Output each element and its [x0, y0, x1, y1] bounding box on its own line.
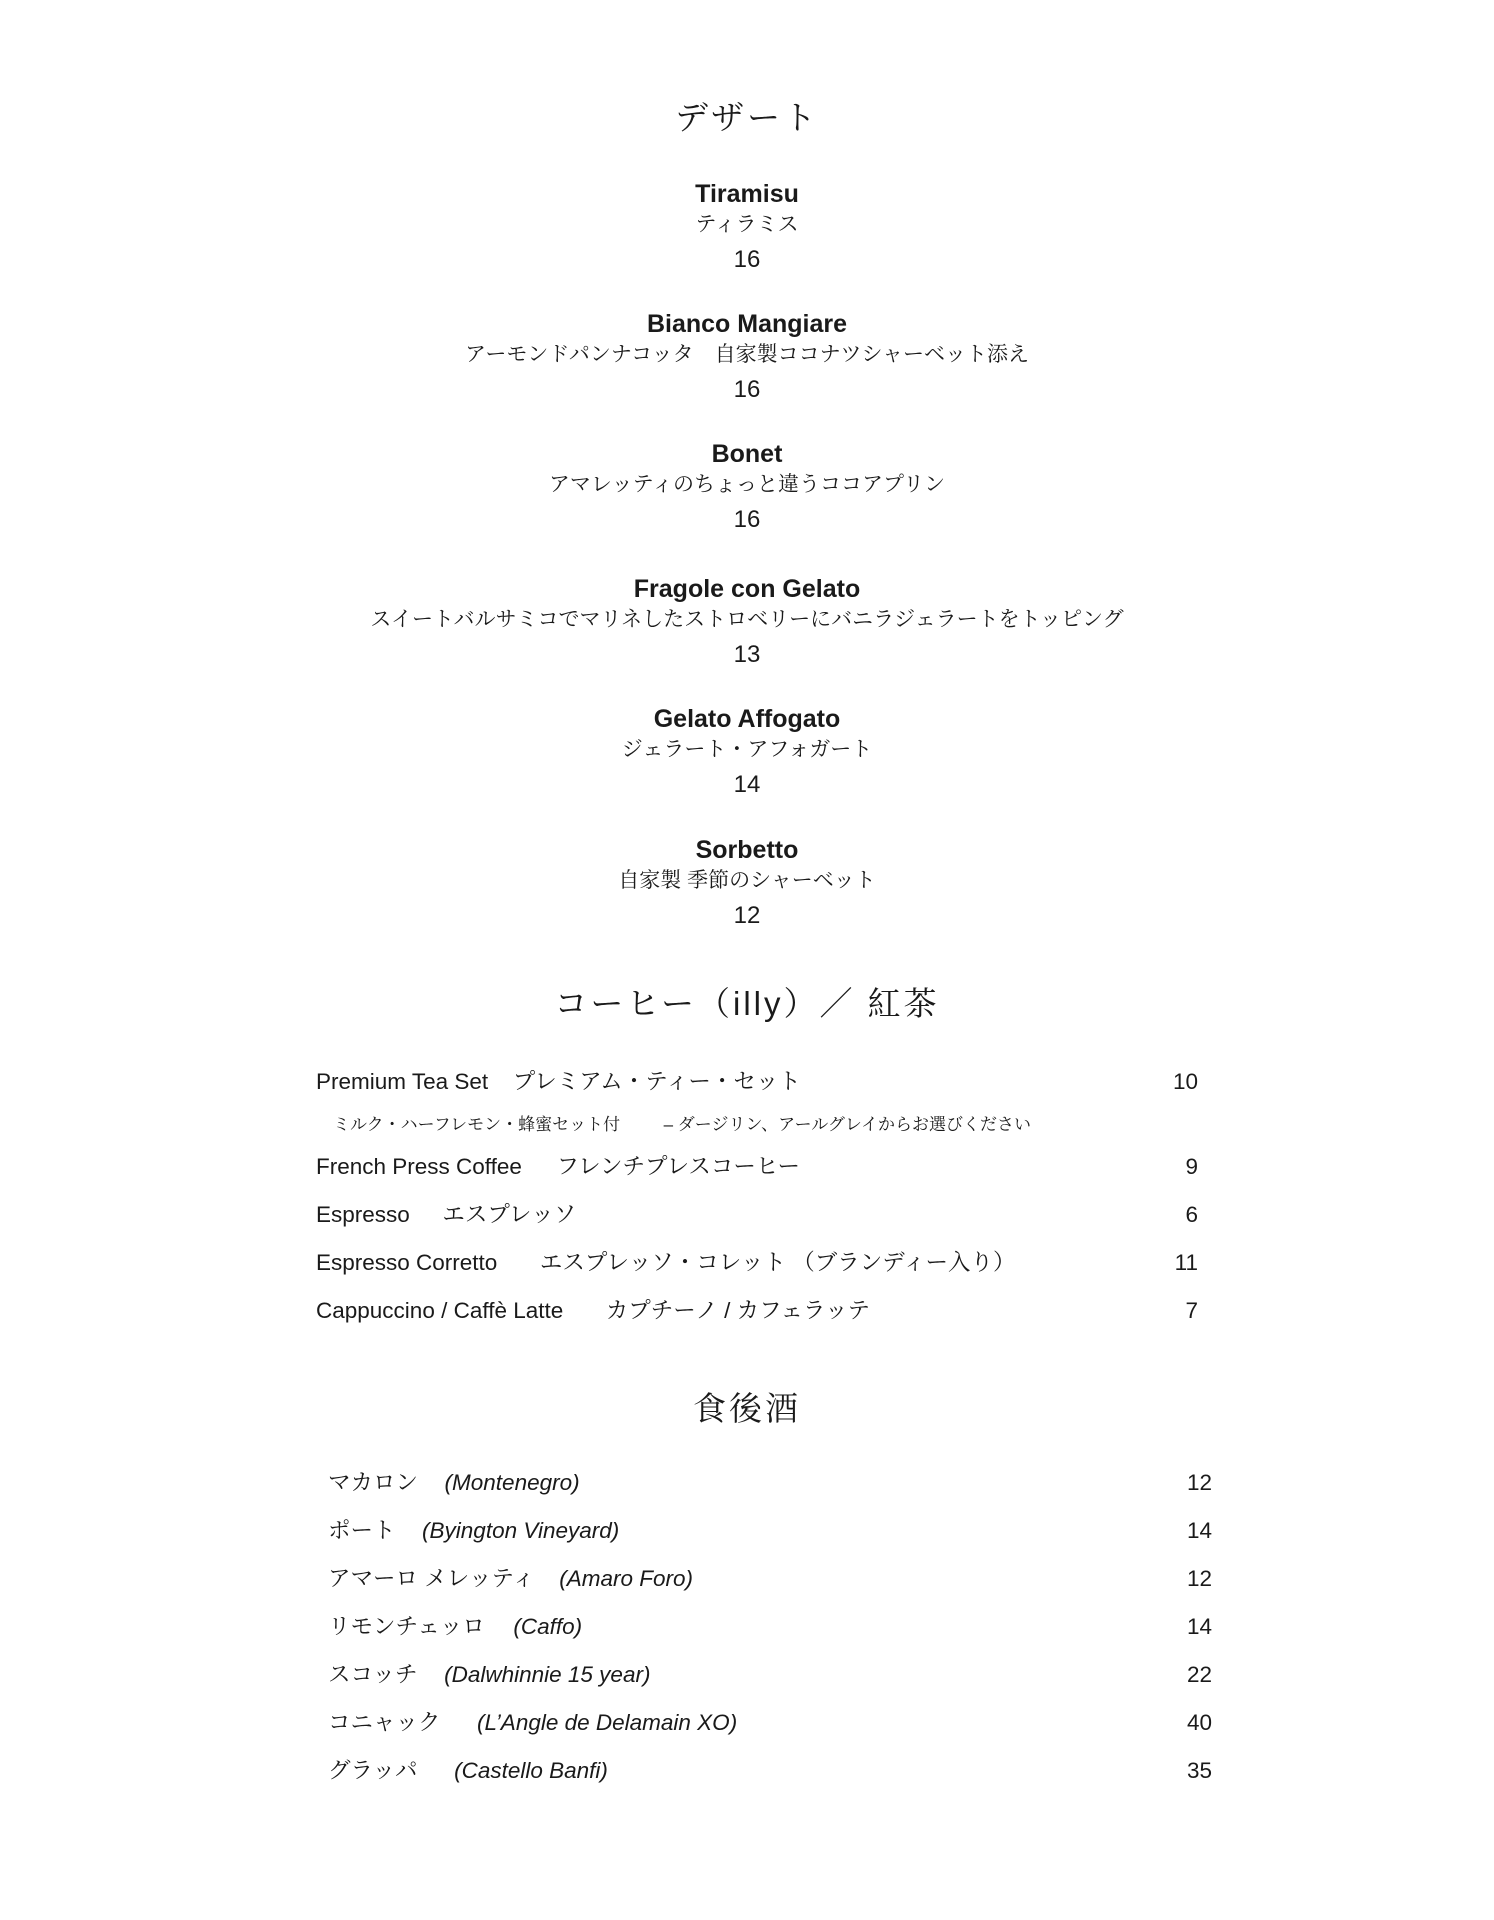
digestif-jp-name: スコッチ	[328, 1662, 418, 1687]
coffee-price: 10	[1172, 1069, 1198, 1094]
coffee-row	[316, 1295, 1204, 1327]
digestif-price: 14	[1186, 1614, 1212, 1639]
coffee-jp-name: フレンチプレスコーヒー	[556, 1154, 801, 1179]
dessert-price: 16	[733, 376, 761, 403]
tea-set-note	[333, 1113, 1031, 1137]
dessert-name: Gelato Affogato	[653, 705, 841, 733]
digestif-name: (L’Angle de Delamain XO)	[477, 1710, 738, 1735]
digestif-row	[328, 1755, 1216, 1787]
digestif-jp-name: リモンチェッロ	[328, 1614, 485, 1639]
dessert-name: Fragole con Gelato	[633, 575, 861, 603]
dessert-name: Bonet	[711, 440, 783, 468]
dessert-price: 12	[733, 902, 761, 929]
dessert-item	[0, 573, 1494, 673]
digestif-row	[328, 1515, 1216, 1547]
dessert-price: 16	[733, 506, 761, 533]
digestif-name: (Castello Banfi)	[454, 1758, 608, 1783]
coffee-jp-name: エスプレッソ・コレット （ブランディー入り）	[539, 1250, 1016, 1275]
digestif-name: (Amaro Foro)	[559, 1566, 694, 1591]
digestif-row	[328, 1659, 1216, 1691]
digestif-price: 35	[1186, 1758, 1212, 1783]
coffee-price: 9	[1185, 1154, 1198, 1179]
coffee-jp-name: プレミアム・ティー・セット	[512, 1069, 801, 1094]
dessert-description: アマレッティのちょっと違うココアプリン	[548, 473, 946, 496]
coffee-price: 11	[1174, 1250, 1198, 1275]
coffee-price: 6	[1185, 1202, 1198, 1227]
dessert-item	[0, 178, 1494, 278]
digestif-price: 14	[1186, 1518, 1212, 1543]
dessert-price: 16	[733, 246, 761, 273]
dessert-section-title: デザート	[675, 99, 819, 136]
dessert-description: ジェラート・アフォガート	[621, 738, 873, 761]
coffee-row	[316, 1151, 1204, 1183]
digestif-price: 40	[1186, 1710, 1212, 1735]
coffee-name: Premium Tea Set	[316, 1069, 489, 1094]
dessert-description: ティラミス	[695, 213, 799, 236]
digestif-name: (Caffo)	[513, 1614, 583, 1639]
digestif-name: (Byington Vineyard)	[422, 1518, 620, 1543]
coffee-section-title: コーヒー（illy）／ 紅茶	[554, 985, 940, 1022]
dessert-item	[0, 438, 1494, 538]
coffee-name: Espresso	[316, 1202, 410, 1227]
dessert-description: アーモンドパンナコッタ 自家製ココナツシャーベット添え	[464, 343, 1030, 366]
digestif-row	[328, 1467, 1216, 1499]
dessert-name: Sorbetto	[695, 836, 799, 864]
coffee-name: French Press Coffee	[316, 1154, 522, 1179]
digestif-jp-name: アマーロ メレッティ	[328, 1566, 535, 1591]
tea-note-left: ミルク・ハーフレモン・蜂蜜セット付	[333, 1115, 621, 1134]
digestif-jp-name: マカロン	[328, 1470, 419, 1495]
dessert-price: 14	[733, 771, 761, 798]
dessert-item	[0, 308, 1494, 408]
digestif-name: (Montenegro)	[444, 1470, 580, 1495]
digestif-price: 22	[1186, 1662, 1212, 1687]
dessert-description: 自家製 季節のシャーベット	[618, 869, 876, 892]
coffee-jp-name: エスプレッソ	[442, 1202, 577, 1227]
dessert-name: Bianco Mangiare	[646, 310, 848, 338]
digestif-jp-name: コニャック	[328, 1710, 441, 1735]
digestif-row	[328, 1611, 1216, 1643]
coffee-price: 7	[1185, 1298, 1198, 1323]
digestif-jp-name: グラッパ	[328, 1758, 418, 1783]
digestif-row	[328, 1707, 1216, 1739]
digestif-price: 12	[1186, 1470, 1212, 1495]
digestif-row	[328, 1563, 1216, 1595]
coffee-row	[316, 1066, 1204, 1098]
coffee-name: Cappuccino / Caffè Latte	[316, 1298, 564, 1323]
digestif-name: (Dalwhinnie 15 year)	[444, 1662, 651, 1687]
digestif-price: 12	[1186, 1566, 1212, 1591]
dessert-price: 13	[733, 641, 761, 668]
dessert-item	[0, 703, 1494, 803]
coffee-name: Espresso Corretto	[316, 1250, 498, 1275]
dessert-description: スイートバルサミコでマリネしたストロベリーにバニラジェラートをトッピング	[370, 608, 1124, 631]
digestif-section-title: 食後酒	[693, 1390, 801, 1427]
coffee-row	[316, 1247, 1204, 1279]
dessert-name: Tiramisu	[695, 180, 799, 208]
digestif-jp-name: ポート	[328, 1518, 396, 1543]
coffee-row	[316, 1199, 1204, 1231]
dessert-item	[0, 834, 1494, 934]
tea-note-right: – ダージリン、アールグレイからお選びください	[663, 1115, 1032, 1134]
coffee-jp-name: カプチーノ / カフェラッテ	[605, 1298, 871, 1323]
